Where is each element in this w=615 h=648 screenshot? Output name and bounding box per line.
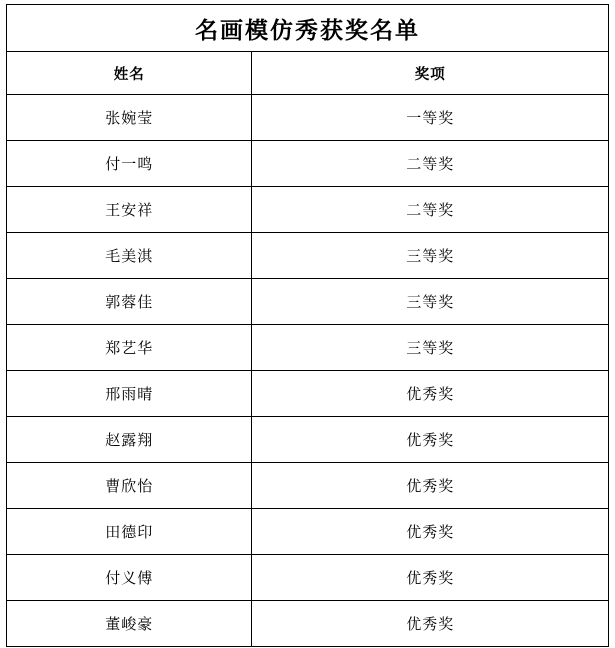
cell-name: 毛美淇 — [7, 233, 252, 279]
cell-award: 二等奖 — [252, 141, 609, 187]
table-row — [7, 141, 609, 187]
table-row — [7, 325, 609, 371]
table-row — [7, 187, 609, 233]
table-row — [7, 95, 609, 141]
cell-award: 三等奖 — [252, 233, 609, 279]
table-row — [7, 279, 609, 325]
cell-name: 郑艺华 — [7, 325, 252, 371]
column-header-award: 奖项 — [252, 52, 609, 95]
cell-name: 董峻豪 — [7, 601, 252, 647]
cell-award: 优秀奖 — [252, 509, 609, 555]
cell-award: 优秀奖 — [252, 417, 609, 463]
cell-award: 优秀奖 — [252, 601, 609, 647]
cell-name: 曹欣怡 — [7, 463, 252, 509]
header-row — [7, 52, 609, 95]
cell-award: 二等奖 — [252, 187, 609, 233]
table-row — [7, 371, 609, 417]
table-row — [7, 509, 609, 555]
award-list-table — [6, 4, 609, 647]
column-header-name: 姓名 — [7, 52, 252, 95]
cell-award: 优秀奖 — [252, 463, 609, 509]
cell-name: 张婉莹 — [7, 95, 252, 141]
table-body — [7, 5, 609, 647]
cell-name: 田德印 — [7, 509, 252, 555]
table-row — [7, 417, 609, 463]
table-row — [7, 555, 609, 601]
table-row — [7, 233, 609, 279]
page-title: 名画模仿秀获奖名单 — [7, 5, 609, 52]
title-row — [7, 5, 609, 52]
cell-name: 王安祥 — [7, 187, 252, 233]
table-row — [7, 463, 609, 509]
cell-award: 三等奖 — [252, 279, 609, 325]
cell-name: 付一鸣 — [7, 141, 252, 187]
cell-name: 邢雨晴 — [7, 371, 252, 417]
cell-name: 赵露翔 — [7, 417, 252, 463]
cell-award: 优秀奖 — [252, 371, 609, 417]
cell-name: 付义傅 — [7, 555, 252, 601]
cell-award: 一等奖 — [252, 95, 609, 141]
table-row — [7, 601, 609, 647]
cell-name: 郭蓉佳 — [7, 279, 252, 325]
cell-award: 优秀奖 — [252, 555, 609, 601]
cell-award: 三等奖 — [252, 325, 609, 371]
